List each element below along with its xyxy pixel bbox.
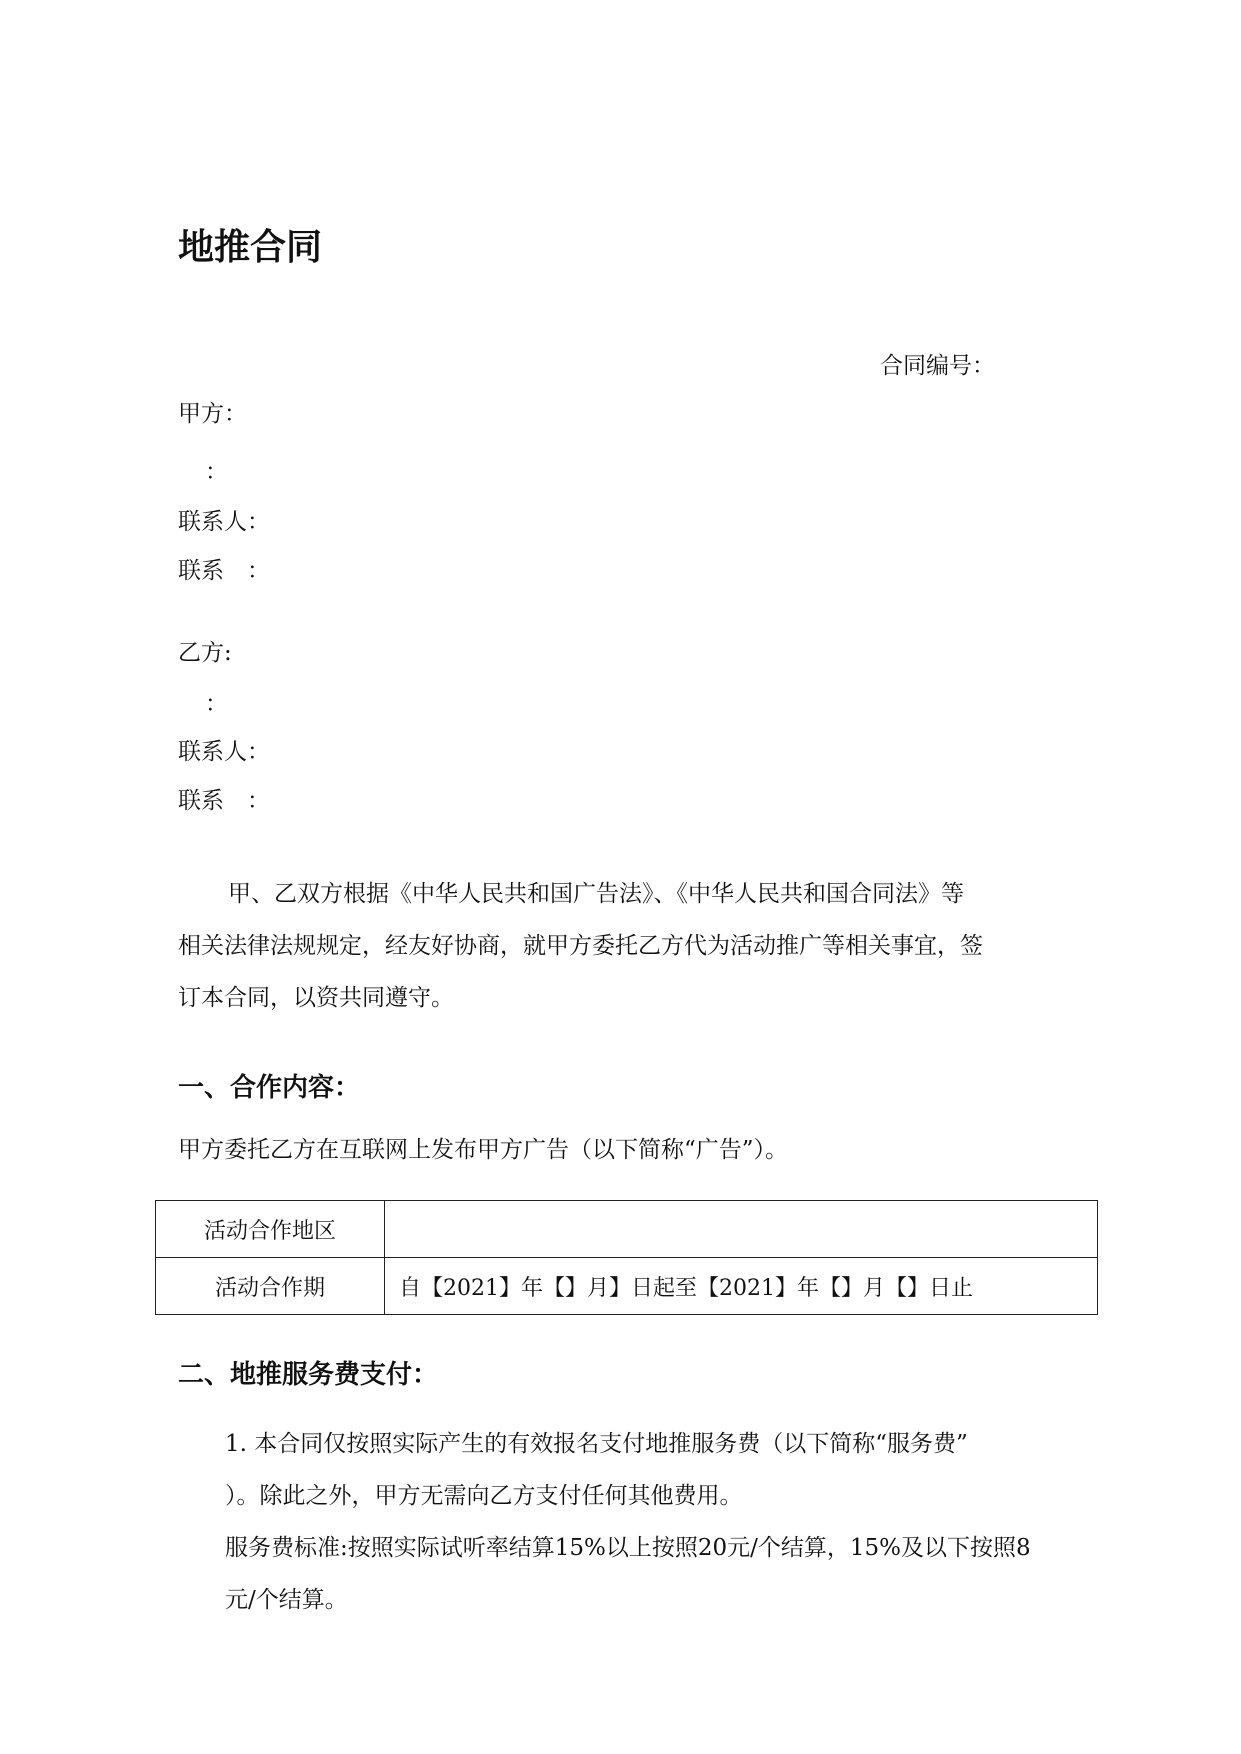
document-title: 地推合同 <box>178 227 323 268</box>
party-b-contact-person: 联系人： <box>178 739 270 765</box>
section-2-p2-line-2: 元/个结算。 <box>225 1587 348 1613</box>
party-b-label: 乙方: <box>178 640 232 666</box>
section-2-p1-line-1: 1. 本合同仅按照实际产生的有效报名支付地推服务费（以下简称“服务费” <box>225 1431 968 1457</box>
party-b-contact: 联系 ： <box>178 788 270 814</box>
party-a-line2: ： <box>205 459 228 485</box>
cooperation-table <box>155 1200 1098 1315</box>
table-cell-label: 活动合作期 <box>156 1258 385 1315</box>
party-a-contact: 联系 ： <box>178 558 270 584</box>
table-row <box>156 1201 1098 1258</box>
intro-line-1: 甲、乙双方根据《中华人民共和国广告法》、《中华人民共和国合同法》等 <box>228 881 964 907</box>
party-a-contact-person: 联系人： <box>178 509 270 535</box>
table-cell-value: 自【2021】年【】月】日起至【2021】年【】月【】日止 <box>385 1258 1098 1315</box>
section-2-heading: 二、地推服务费支付： <box>178 1360 439 1390</box>
table-row <box>156 1258 1098 1315</box>
contract-number-label: 合同编号： <box>880 353 995 379</box>
section-2-p2-line-1: 服务费标准:按照实际试听率结算15%以上按照20元/个结算，15%及以下按照8 <box>225 1535 1031 1561</box>
table-cell-value <box>385 1201 1098 1258</box>
party-b-line2: ： <box>205 691 228 717</box>
section-2-p1-line-2: ）。除此之外，甲方无需向乙方支付任何其他费用。 <box>225 1483 743 1509</box>
intro-line-3: 订本合同，以资共同遵守。 <box>178 985 454 1011</box>
intro-line-2: 相关法律法规规定，经友好协商，就甲方委托乙方代为活动推广等相关事宜，签 <box>178 933 983 959</box>
table-cell-label: 活动合作地区 <box>156 1201 385 1258</box>
section-1-text: 甲方委托乙方在互联网上发布甲方广告（以下简称“广告”）。 <box>178 1137 789 1163</box>
section-1-heading: 一、合作内容： <box>178 1073 361 1103</box>
party-a-label: 甲方： <box>178 401 247 427</box>
